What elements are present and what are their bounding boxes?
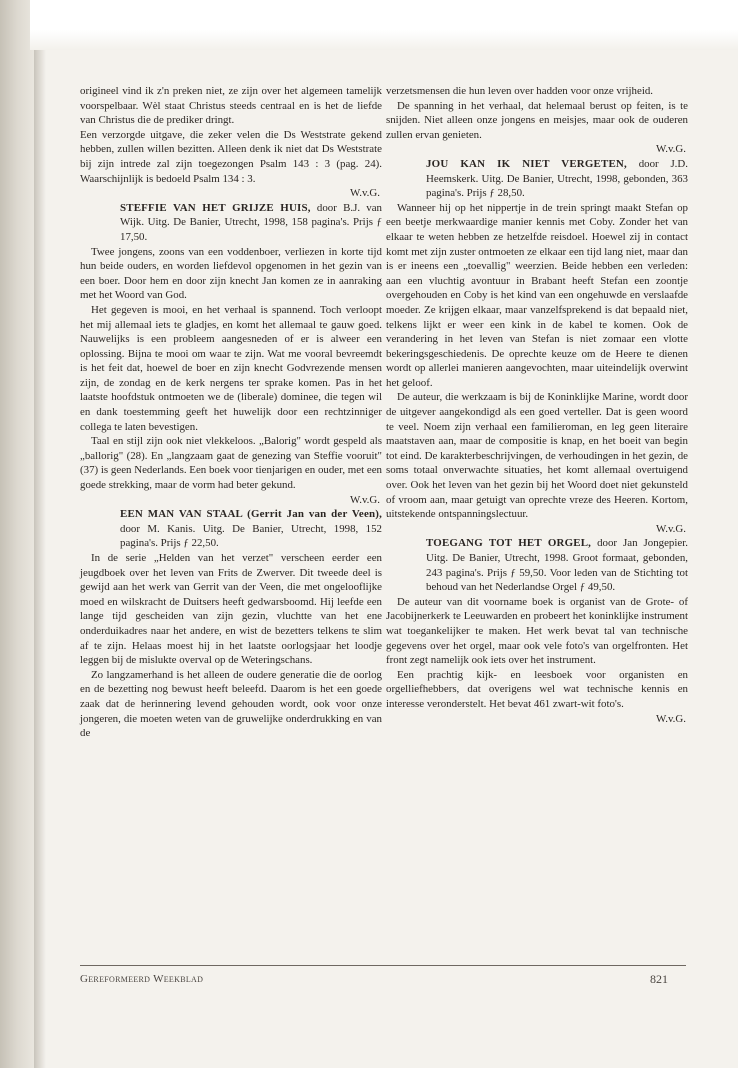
reviewer-signature: W.v.G.: [655, 522, 686, 535]
book-title: STEFFIE VAN HET GRIJZE HUIS,: [120, 201, 311, 214]
left-paragraph-3: Twee jongens, zoons van een voddenboer, verliezen in korte tijd hun beide ouders, en worden liefdevol opgenomen in het gezin van een boer. Door hem en door zijn knecht Jan komen ze in aanraking met het Woord van God.: [80, 245, 382, 302]
page-gutter-shadow: [34, 50, 46, 1068]
book-details: door B.J. van Wijk. Uitg. De Banier, Utrecht, 1998, 158 pagina's. Prijs ƒ 17,50.: [120, 201, 382, 243]
left-paragraph-6: In de serie „Helden van het verzet" verscheen eerder een jeugdboek over het leven van Frits de Zwerver. Dit tweede deel is gewijd aan het werk van Gerrit van der Veen, die met ongelooflijke moed en wilskracht de Duitsers heeft gedwarsboomd. Hij leefde een lange tijd gescheiden van zijn gezin, vluchtte van het ene onderduikadres naar het andere, en wist de bezetters telkens te slim af te zijn. Helaas moest hij in het laatste oorlogsjaar het loodje leggen bij de mislukte overval op de Weteringschans.: [80, 552, 382, 667]
book-title: EEN MAN VAN STAAL (Gerrit Jan van der Veen),: [120, 508, 382, 521]
right-paragraph-1: verzetsmensen die hun leven over hadden voor onze vrijheid.: [386, 85, 654, 97]
left-paragraph-2: Een verzorgde uitgave, die zeker velen die Ds Weststrate gekend hebben, zullen willen bezitten. Alleen denk ik niet dat Ds Weststrate bij zijn intrede zal zijn toegezongen Psalm 143 : 3 (pag. 24). Waarschijnlijk is bedoeld Psalm 134 : 3.: [80, 128, 382, 185]
reviewer-signature: W.v.G.: [349, 187, 380, 200]
left-paragraph-4: Het gegeven is mooi, en het verhaal is spannend. Toch verloopt het mij allemaal iets te gladjes, en komt het allemaal te gauw goed. Nauwelijks is een probleem aangesneden of er is alweer een oplossing. Bijna te mooi om waar te zijn. Wat me vooral bevreemdt is het feit dat, hoewel de boer en zijn knecht Godvrezende mensen zijn, de zondag en de kerk nergens ter sprake komen. Pas in het laatste hoofdstuk ontmoeten we de (liberale) dominee, die tegen wil en dank toestemming geeft het huwelijk door een rechtzinniger collega te laten bevestigen.: [80, 303, 382, 433]
footer-rule: [80, 965, 686, 966]
right-paragraph-5: De auteur van dit voorname boek is organist van de Grote- of Jacobijnerkerk te Leeuwarden en probeert het koninklijke instrument wat toegankelijker te maken. Het werk bevat tal van technische gegevens over het orgel, maar ook vele foto's van orgelfronten. Het front zegt namelijk ook iets over het instrument.: [386, 595, 688, 667]
review-heading-toegang-tot-het-orgel: [386, 536, 688, 594]
publication-name: [80, 973, 203, 985]
book-title: TOEGANG TOT HET ORGEL,: [426, 537, 592, 550]
page-number: 821: [650, 972, 668, 986]
review-heading-een-man-van-staal: [80, 507, 382, 551]
book-details: door J.D. Heemskerk. Uitg. De Banier, Utrecht, 1998, gebonden, 363 pagina's. Prijs ƒ 28,50.: [426, 157, 688, 200]
right-paragraph-2: De spanning in het verhaal, dat helemaal berust op feiten, is te snijden. Niet alleen onze jongens en meisjes, maar ook de ouderen zullen ervan genieten.: [386, 99, 688, 141]
book-title: JOU KAN IK NIET VERGETEN,: [426, 157, 627, 170]
review-heading-steffie: [80, 201, 382, 245]
left-paragraph-5: Taal en stijl zijn ook niet vlekkeloos. „Balorig" wordt gespeld als „ballorig" (28). En „langzaam gaat de genezing van Steffie vooruit" (37) is geen Nederlands. Een boek voor tienjarigen en ouder, met een goede strekking, maar de vorm had beter gekund.: [80, 435, 382, 492]
left-paragraph-7: Zo langzamerhand is het alleen de oudere generatie die de oorlog en de bezetting nog bewust heeft beleefd. Daarom is het een goede zaak dat de herinnering levend gehouden wordt, ook voor onze jongeren, die moeten weten van de gruwelijke onderdrukking en van de: [80, 668, 382, 740]
reviewer-signature: W.v.G.: [655, 712, 686, 725]
right-column: [386, 84, 688, 726]
publication-name-text: Gereformeerd Weekblad: [80, 973, 204, 985]
scan-top-margin: [30, 0, 738, 50]
review-heading-jou-kan-ik-niet-vergeten: [386, 157, 688, 201]
right-paragraph-4: De auteur, die werkzaam is bij de Koninklijke Marine, wordt door de uitgever aangekondigd als een goed verteller. Dat is geen woord te veel. Noem zijn verhaal een familieroman, en leg geen literaire maatstaven aan, maar de compositie is knap, en het boeit van begin tot eind. De karakterbeschrijvingen, de verhoudingen in het gezin, de soms totaal onverwachte situaties, het komt allemaal overtuigend over. Ook het leven van het gezin bij het Woord doet niet gekunsteld of vroom aan, maar getuigt van oprechte vreze des Heeren. Kortom, uitstekende ontspanningslectuur.: [386, 391, 688, 521]
book-details: door M. Kanis. Uitg. De Banier, Utrecht, 1998, 152 pagina's. Prijs ƒ 22,50.: [120, 522, 382, 550]
right-paragraph-6: Een prachtig kijk- en leesboek voor organisten en orgelliefhebbers, dat overigens wel wat technische kennis en interesse veronderstelt. Het bevat 461 zwart-wit foto's.: [386, 668, 688, 710]
left-column: [80, 84, 382, 741]
reviewer-signature: W.v.G.: [349, 493, 380, 506]
book-details: door Jan Jongepier. Uitg. De Banier, Utrecht, 1998. Groot formaat, gebonden, 243 pagina's. Prijs ƒ 59,50. Voor leden van de Stichting tot behoud van het Nederlandse Orgel ƒ 49,50.: [426, 537, 688, 594]
right-paragraph-3: Wanneer hij op het nippertje in de trein springt maakt Stefan op een beetje merkwaardige manier kennis met Coby. Zonder het van elkaar te weten hebben ze hetzelfde reisdoel. Hoewel zij in contact komt met zijn zuster ontmoeten ze elkaar een tijd lang niet, maar dan is er ineens een „toevallig" weerzien. Beide hebben een verleden: aan een vluchtig avontuur in Brabant heeft Stefan een zoontje overgehouden en Coby is het kind van een ongehuwde en verslaafde moeder. Ze krijgen elkaar, maar vanzelfsprekend is dat bepaald niet, telkens lijkt er weer een kink in de kabel te komen. Ook de verandering in het leven van Stefan is niet zomaar een vlotte bekeringsgeschiedenis. De oprechte keuze om de Heere te dienen wordt op allerlei manieren aangevochten, maar uiteindelijk overwint het geloof.: [386, 201, 688, 389]
reviewer-signature: W.v.G.: [655, 143, 686, 156]
left-paragraph-1: origineel vind ik z'n preken niet, ze zijn over het algemeen tamelijk voorspelbaar. Wèl staat Christus steeds centraal en is het de liefde van Christus die de prediker dringt.: [80, 85, 382, 127]
